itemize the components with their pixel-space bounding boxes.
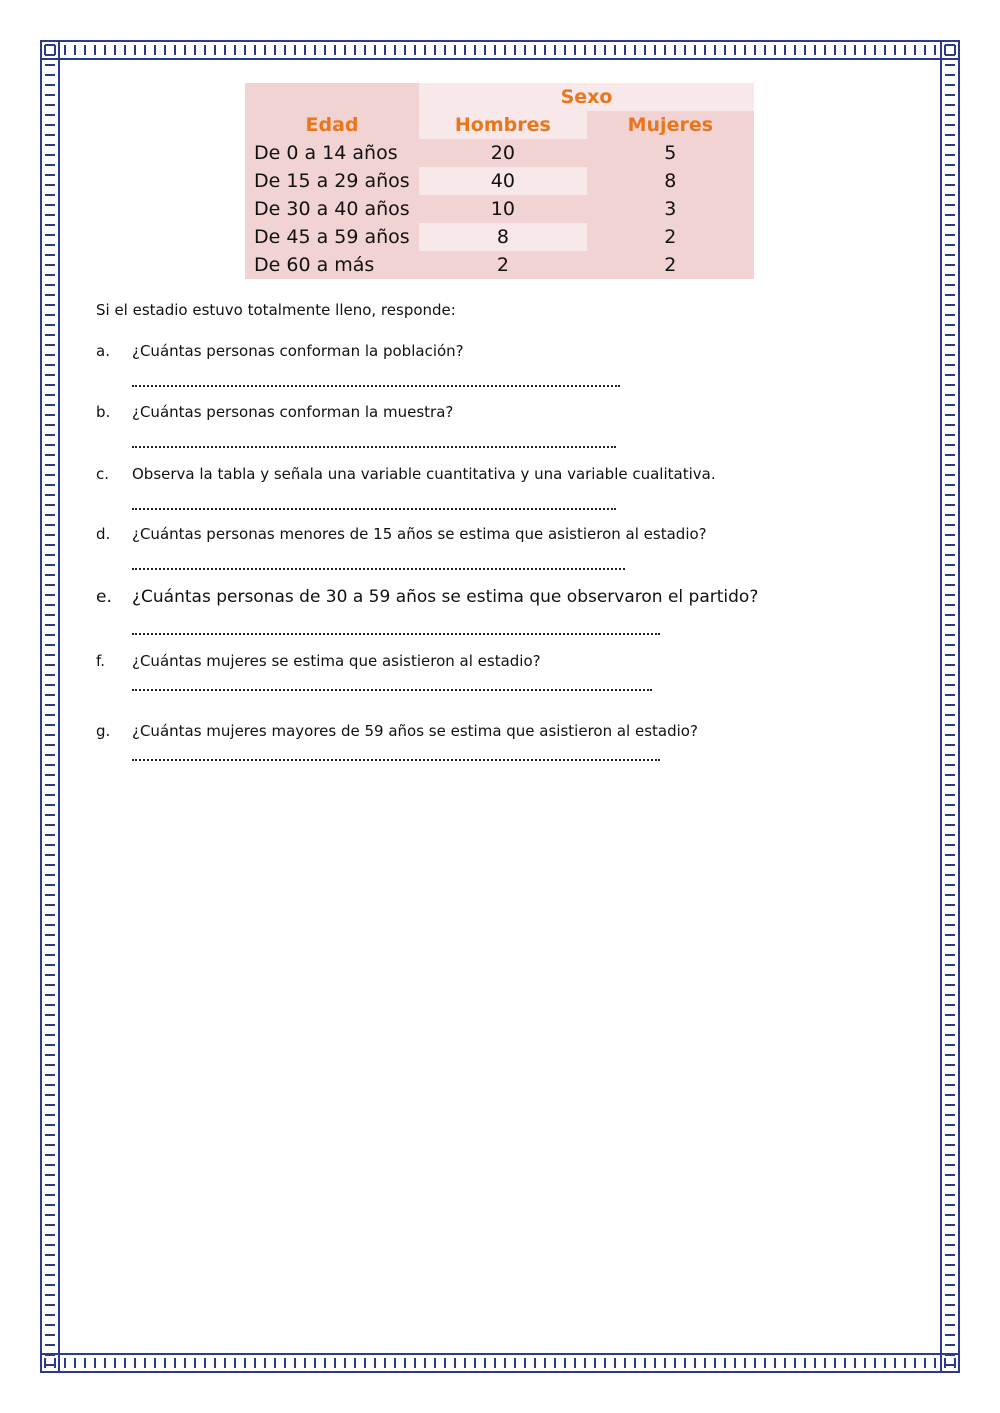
age-cell: De 0 a 14 años	[245, 139, 419, 167]
women-cell: 2	[587, 251, 754, 279]
question-text: Observa la tabla y señala una variable cuantitativa y una variable cualitativa.	[132, 465, 716, 483]
header-sexo: Sexo	[419, 83, 754, 111]
answer-line-a[interactable]	[132, 385, 620, 387]
decorative-border-right	[940, 40, 960, 1373]
header-mujeres: Mujeres	[587, 111, 754, 139]
women-cell: 8	[587, 167, 754, 195]
table-header-row-group	[245, 83, 754, 111]
decorative-border-left	[40, 40, 60, 1373]
header-edad: Edad	[245, 111, 419, 139]
age-cell: De 15 a 29 años	[245, 167, 419, 195]
question-letter: e.	[96, 587, 112, 607]
table-header-row	[245, 111, 754, 139]
age-cell: De 30 a 40 años	[245, 195, 419, 223]
answer-line-b[interactable]	[132, 446, 616, 448]
men-cell: 10	[419, 195, 587, 223]
question-letter: a.	[96, 342, 110, 360]
header-hombres: Hombres	[419, 111, 587, 139]
question-text: ¿Cuántas mujeres mayores de 59 años se estima que asistieron al estadio?	[132, 722, 698, 740]
women-cell: 2	[587, 223, 754, 251]
question-letter: c.	[96, 465, 110, 483]
question-letter: g.	[96, 722, 111, 740]
age-cell: De 45 a 59 años	[245, 223, 419, 251]
age-cell: De 60 a más	[245, 251, 419, 279]
table-corner-cell	[245, 83, 419, 111]
answer-line-c[interactable]	[132, 508, 616, 510]
question-text: ¿Cuántas personas conforman la población?	[132, 342, 464, 360]
men-cell: 20	[419, 139, 587, 167]
question-text: ¿Cuántas personas menores de 15 años se estima que asistieron al estadio?	[132, 525, 707, 543]
answer-line-d[interactable]	[132, 568, 625, 570]
question-text: ¿Cuántas personas de 30 a 59 años se estima que observaron el partido?	[132, 587, 759, 607]
table-row	[245, 167, 754, 195]
age-sex-table	[245, 83, 754, 279]
decorative-border-bottom	[40, 1353, 960, 1373]
men-cell: 8	[419, 223, 587, 251]
question-text: ¿Cuántas personas conforman la muestra?	[132, 403, 454, 421]
women-cell: 3	[587, 195, 754, 223]
question-letter: d.	[96, 525, 111, 543]
question-text: ¿Cuántas mujeres se estima que asistieron al estadio?	[132, 652, 541, 670]
instructions-text: Si el estadio estuvo totalmente lleno, responde:	[96, 301, 456, 319]
answer-line-e[interactable]	[132, 633, 660, 635]
table-row	[245, 195, 754, 223]
men-cell: 40	[419, 167, 587, 195]
question-letter: f.	[96, 652, 105, 670]
answer-line-g[interactable]	[132, 759, 660, 761]
table-row	[245, 251, 754, 279]
table-row	[245, 139, 754, 167]
table-row	[245, 223, 754, 251]
decorative-border-top	[40, 40, 960, 60]
question-letter: b.	[96, 403, 111, 421]
men-cell: 2	[419, 251, 587, 279]
answer-line-f[interactable]	[132, 689, 652, 691]
women-cell: 5	[587, 139, 754, 167]
